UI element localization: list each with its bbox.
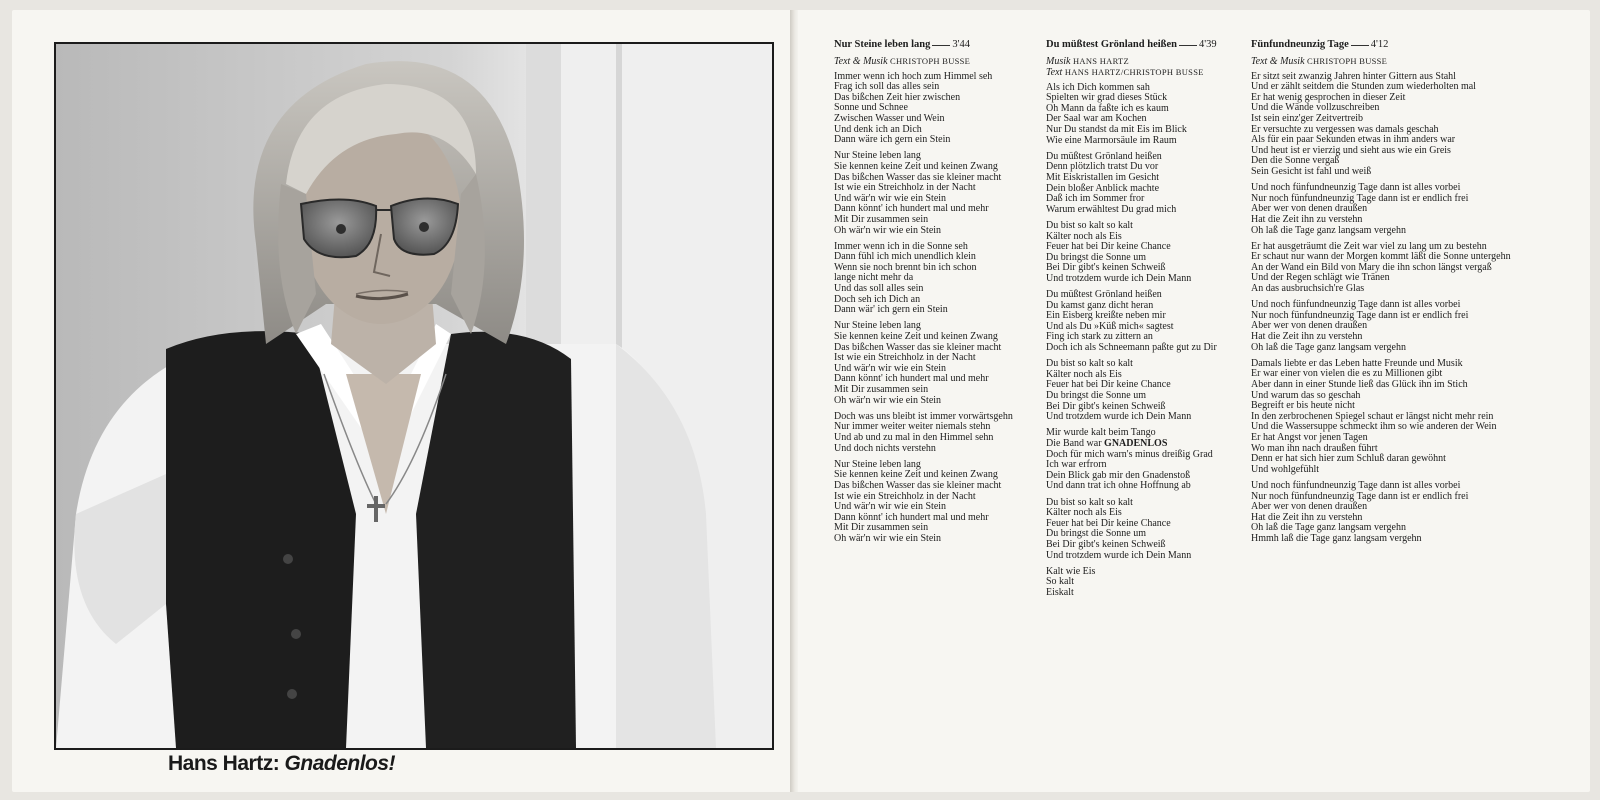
lyric-line: Dann fühl ich mich unendlich klein [834, 251, 976, 263]
lyric-line: Und trotzdem wurde ich Dein Mann [1046, 549, 1192, 561]
lyrics-column-1 [834, 40, 1034, 550]
lyric-line: Und er zählt seitdem die Stunden zum wiederholten mal [1251, 81, 1476, 93]
lyric-line: Und dann trat ich ohne Hoffnung ab [1046, 480, 1191, 492]
lyric-line: Hmmh laß die Tage ganz langsam vergehn [1251, 532, 1422, 544]
lyric-line: Wenn sie noch brennt bin ich schon [834, 261, 977, 273]
credit-name: HANS HARTZ/CHRISTOPH BUSSE [1064, 66, 1204, 77]
lyric-line: Kälter noch als Eis [1046, 368, 1122, 380]
lyric-line: Ich war erfrorn [1046, 459, 1107, 471]
lyric-line: Und heut ist er vierzig und sieht aus wie ein Greis [1251, 144, 1451, 156]
lyric-line: Wo man ihn nach draußen führt [1251, 442, 1378, 454]
lyric-stanza [1251, 300, 1581, 353]
song-title-text: Fünfundneunzig Tage [1251, 39, 1349, 50]
lyric-stanza [1251, 481, 1581, 545]
lyric-line: Nur immer weiter weiter niemals stehn [834, 421, 991, 433]
lyric-line: Du müßtest Grönland heißen [1046, 289, 1162, 301]
lyric-stanza [1046, 567, 1246, 599]
credit-line [1046, 56, 1246, 67]
song-title [1046, 40, 1246, 51]
lyric-line: lange nicht mehr da [834, 272, 914, 284]
lyric-line: Und ab und zu mal in den Himmel sehn [834, 431, 994, 443]
lyric-line: Er war einer von vielen die es zu Millionen gibt [1251, 368, 1443, 380]
lyric-line: Feuer hat bei Dir keine Chance [1046, 379, 1171, 391]
lyric-line: Damals liebte er das Leben hatte Freunde und Musik [1251, 357, 1463, 369]
lyric-line: Dann wäre ich gern ein Stein [834, 134, 951, 146]
lyric-line: Du bringst die Sonne um [1046, 528, 1146, 540]
lyric-stanza [834, 72, 1034, 146]
lyric-line: Wie eine Marmorsäule im Raum [1046, 134, 1177, 146]
lyric-line: Du bringst die Sonne um [1046, 390, 1146, 401]
credit-line [1251, 56, 1581, 67]
duration-separator [1349, 39, 1371, 50]
lyric-stanza [1251, 359, 1581, 476]
lyric-line: Dann könnt' ich hundert mal und mehr [834, 373, 989, 385]
lyric-line: Sie kennen keine Zeit und keinen Zwang [834, 160, 998, 172]
song-title [1251, 40, 1581, 51]
lyric-line: Denn er hat sich hier zum Schluß daran gewöhnt [1251, 453, 1446, 465]
lyric-line: Nur Steine leben lang [834, 150, 921, 162]
lyric-line: Das bißchen Wasser das sie kleiner macht [834, 341, 1002, 353]
lyric-line: Aber wer von denen draußen [1251, 320, 1368, 332]
credit-role: Musik [1046, 55, 1071, 67]
lyric-stanza [834, 460, 1034, 545]
lyric-line: Mit Dir zusammen sein [834, 522, 929, 534]
lyric-line: Er hat ausgeträumt die Zeit war viel zu lang um zu bestehn [1251, 240, 1487, 252]
lyric-line: Kälter noch als Eis [1046, 507, 1122, 519]
lyric-line: So kalt [1046, 576, 1075, 588]
lyric-line: An der Wand ein Bild von Mary die ihn schon längst vergaß [1251, 261, 1492, 273]
lyric-line: Oh laß die Tage ganz langsam vergehn [1251, 224, 1406, 236]
lyric-line: Doch seh ich Dich an [834, 293, 921, 305]
lyric-line: Hat die Zeit ihn zu verstehn [1251, 213, 1363, 225]
lyric-line: Und die Wände vollzuschreiben [1251, 102, 1380, 114]
lyric-line: Begreift er bis heute nicht [1251, 400, 1355, 412]
lyric-line: Bei Dir gibt's keinen Schweiß [1046, 262, 1166, 274]
lyric-line: Du müßtest Grönland heißen [1046, 150, 1162, 162]
lyric-line: Ist wie ein Streichholz in der Nacht [834, 352, 976, 364]
caption-album-title: Gnadenlos! [284, 752, 396, 775]
lyric-line: Ist sein einz'ger Zeitvertreib [1251, 112, 1364, 124]
lyric-stanza [1251, 242, 1581, 295]
credit-role: Text & Musik [834, 55, 888, 67]
lyric-stanza [1046, 359, 1246, 423]
lyric-line: Er sitzt seit zwanzig Jahren hinter Gittern aus Stahl [1251, 70, 1456, 82]
lyric-line: Und wär'n wir wie ein Stein [834, 192, 947, 204]
duration-separator [1177, 39, 1199, 50]
lyric-line: Zwischen Wasser und Wein [834, 112, 945, 124]
lyric-stanza [1046, 290, 1246, 354]
lyric-line: Und denk ich an Dich [834, 123, 922, 135]
lyric-line: Und trotzdem wurde ich Dein Mann [1046, 272, 1192, 284]
lyric-line: Immer wenn ich hoch zum Himmel seh [834, 70, 993, 82]
lyric-stanza [1046, 152, 1246, 216]
lyric-line: Nur noch fünfundneunzig Tage dann ist er endlich frei [1251, 192, 1469, 204]
lyric-line: Immer wenn ich in die Sonne seh [834, 240, 968, 252]
song-credits [1251, 56, 1581, 67]
lyric-line: Du bist so kalt so kalt [1046, 219, 1133, 231]
lyric-line: Aber wer von denen draußen [1251, 501, 1368, 513]
lyric-line: Hat die Zeit ihn zu verstehn [1251, 511, 1363, 523]
lyric-line: Und noch fünfundneunzig Tage dann ist alles vorbei [1251, 479, 1461, 491]
song-duration: 4'12 [1370, 39, 1389, 50]
lyric-line: Den die Sonne vergaß [1251, 155, 1340, 167]
song-credits [1046, 56, 1246, 78]
portrait-illustration [56, 44, 772, 748]
lyric-line: Oh wär'n wir wie ein Stein [834, 532, 942, 544]
lyric-line: Und die Wassersuppe schmeckt ihm so wie anderen der Wein [1251, 421, 1497, 433]
lyric-line: Und doch nichts verstehn [834, 442, 936, 454]
lyric-line: Oh Mann da faßte ich es kaum [1046, 102, 1169, 114]
lyric-line: Das bißchen Zeit hier zwischen [834, 91, 961, 103]
lyric-line: Hat die Zeit ihn zu verstehn [1251, 331, 1363, 343]
lyric-line: Nur noch fünfundneunzig Tage dann ist er endlich frei [1251, 490, 1469, 502]
lyric-line: Nur Steine leben lang [834, 320, 921, 332]
lyric-line: Sonne und Schnee [834, 102, 908, 114]
lyric-line: Mit Dir zusammen sein [834, 213, 929, 225]
lyric-line: Oh laß die Tage ganz langsam vergehn [1251, 522, 1406, 534]
lyric-line: Als für ein paar Sekunden etwas in ihm anders war [1251, 134, 1456, 146]
lyric-line: Er schaut nur wann der Morgen kommt läßt die Sonne untergehn [1251, 251, 1511, 263]
lyric-line: Du bist so kalt so kalt [1046, 358, 1133, 370]
lyric-line: Doch für mich warn's minus dreißig Grad [1046, 448, 1213, 460]
lyric-stanza [834, 412, 1034, 454]
lyric-line: Das bißchen Wasser das sie kleiner macht [834, 171, 1002, 183]
lyric-line: Aber wer von denen draußen [1251, 203, 1368, 215]
page-gutter [790, 10, 798, 792]
band-name-emphasis: GNADENLOS [1104, 437, 1168, 449]
lyric-stanza [1251, 183, 1581, 236]
lyric-line: Und noch fünfundneunzig Tage dann ist alles vorbei [1251, 182, 1461, 194]
credit-role: Text & Musik [1251, 55, 1305, 67]
lyric-line: Fing ich stark zu zittern an [1046, 331, 1153, 343]
lyric-line: Nur Du standst da mit Eis im Blick [1046, 123, 1187, 135]
song-title-text: Du müßtest Grönland heißen [1046, 39, 1177, 50]
lyric-line: Eiskalt [1046, 586, 1074, 598]
lyric-line: Und warum das so geschah [1251, 389, 1361, 401]
lyric-line: Der Saal war am Kochen [1046, 113, 1147, 125]
lyric-line: Nur Steine leben lang [834, 458, 921, 470]
credit-name: CHRISTOPH BUSSE [1307, 55, 1388, 66]
song-duration: 3'44 [952, 39, 971, 50]
song-credits [834, 56, 1034, 67]
lyric-line: Die Band war GNADENLOS [1046, 437, 1168, 449]
lyric-line: Dein Blick gab mir den Gnadenstoß [1046, 469, 1191, 481]
song-title [834, 40, 1034, 51]
lyric-stanza [834, 151, 1034, 236]
lyric-line: Warum erwähltest Du grad mich [1046, 203, 1177, 215]
song-duration: 4'39 [1198, 39, 1217, 50]
lyrics-column-2 [1046, 40, 1246, 604]
lyric-line: Ein Eisberg kreißte neben mir [1046, 310, 1166, 322]
lyric-line: Feuer hat bei Dir keine Chance [1046, 517, 1171, 529]
lyric-line: Mir wurde kalt beim Tango [1046, 427, 1156, 439]
lyric-line: Dein bloßer Anblick machte [1046, 182, 1160, 194]
lyric-line: Und wohlgefühlt [1251, 463, 1320, 475]
caption-artist: Hans Hartz: [168, 752, 285, 775]
lyric-line: Bei Dir gibt's keinen Schweiß [1046, 538, 1166, 550]
lyric-line: Doch was uns bleibt ist immer vorwärtsgehn [834, 410, 1013, 422]
lyric-line: Er hat wenig gesprochen in dieser Zeit [1251, 91, 1406, 103]
credit-name: CHRISTOPH BUSSE [890, 55, 971, 66]
song-title-text: Nur Steine leben lang [834, 39, 931, 50]
lyric-line: Das bißchen Wasser das sie kleiner macht [834, 479, 1002, 491]
credit-name: HANS HARTZ [1072, 55, 1130, 66]
lyric-line: Und der Regen schlägt wie Tränen [1251, 272, 1390, 284]
lyric-line: Kalt wie Eis [1046, 565, 1096, 577]
credit-line [1046, 67, 1246, 78]
lyric-line: Dann wär' ich gern ein Stein [834, 304, 948, 316]
lyric-line: Ist wie ein Streichholz in der Nacht [834, 490, 976, 502]
lyric-line: Oh wär'n wir wie ein Stein [834, 224, 942, 236]
lyric-line: Und trotzdem wurde ich Dein Mann [1046, 411, 1192, 423]
lyric-line: In den zerbrochenen Spiegel schaut er längst nicht mehr rein [1251, 410, 1494, 422]
lyric-stanza [1046, 83, 1246, 147]
lyric-line: Mit Dir zusammen sein [834, 384, 929, 395]
lyric-line: Er hat Angst vor jenen Tagen [1251, 431, 1368, 443]
lyric-line: Oh laß die Tage ganz langsam vergehn [1251, 341, 1406, 353]
lyric-line: An das ausbruchsich're Glas [1251, 283, 1365, 295]
lyric-stanza [834, 321, 1034, 406]
lyric-line: Und wär'n wir wie ein Stein [834, 501, 947, 513]
lyric-line: Sie kennen keine Zeit und keinen Zwang [834, 469, 998, 481]
lyric-line: Du bist so kalt so kalt [1046, 496, 1133, 508]
lyric-line: Dann könnt' ich hundert mal und mehr [834, 511, 989, 523]
lyric-line: Oh wär'n wir wie ein Stein [834, 394, 942, 406]
lyric-line: Und das soll alles sein [834, 283, 924, 295]
lyric-line: Sie kennen keine Zeit und keinen Zwang [834, 331, 998, 343]
lyric-line: Frag ich soll das alles sein [834, 81, 940, 93]
lyric-line: Und noch fünfundneunzig Tage dann ist alles vorbei [1251, 299, 1461, 311]
lyric-stanza [834, 242, 1034, 316]
lyric-line: Denn plötzlich tratst Du vor [1046, 161, 1159, 173]
lyric-line: Dann könnt' ich hundert mal und mehr [834, 203, 989, 215]
duration-separator [930, 39, 952, 50]
lyric-line: Er versuchte zu vergessen was damals geschah [1251, 123, 1439, 135]
lyric-line: Du bringst die Sonne um [1046, 251, 1146, 263]
lyric-line: Und als Du »Küß mich« sagtest [1046, 320, 1174, 332]
lyric-line: Du kamst ganz dicht heran [1046, 299, 1154, 311]
lyric-line: Kälter noch als Eis [1046, 230, 1122, 242]
lyric-line: Ist wie ein Streichholz in der Nacht [834, 182, 976, 194]
lyric-stanza [1251, 72, 1581, 178]
album-caption [168, 752, 395, 776]
lyric-stanza [1046, 498, 1246, 562]
artist-photo [54, 42, 774, 750]
lyric-line: Feuer hat bei Dir keine Chance [1046, 241, 1171, 253]
lyric-line: Und wär'n wir wie ein Stein [834, 362, 947, 374]
lyric-stanza [1046, 221, 1246, 285]
credit-line [834, 56, 1034, 67]
lyric-line: Doch ich als Schneemann paßte gut zu Dir [1046, 342, 1217, 354]
lyric-line: Nur noch fünfundneunzig Tage dann ist er endlich frei [1251, 309, 1469, 321]
lyric-line: Sein Gesicht ist fahl und weiß [1251, 165, 1372, 177]
lyric-line: Spielten wir grad dieses Stück [1046, 92, 1168, 104]
lyric-line: Bei Dir gibt's keinen Schweiß [1046, 400, 1166, 412]
lyric-line: Als ich Dich kommen sah [1046, 81, 1150, 93]
lyric-line: Daß ich im Sommer fror [1046, 193, 1145, 205]
lyrics-column-3 [1251, 40, 1581, 550]
lyric-stanza [1046, 428, 1246, 492]
credit-role: Text [1046, 66, 1063, 78]
lyric-line: Mit Eiskristallen im Gesicht [1046, 171, 1160, 183]
lyric-line: Aber dann in einer Stunde ließ das Glück ihn im Stich [1251, 379, 1468, 390]
